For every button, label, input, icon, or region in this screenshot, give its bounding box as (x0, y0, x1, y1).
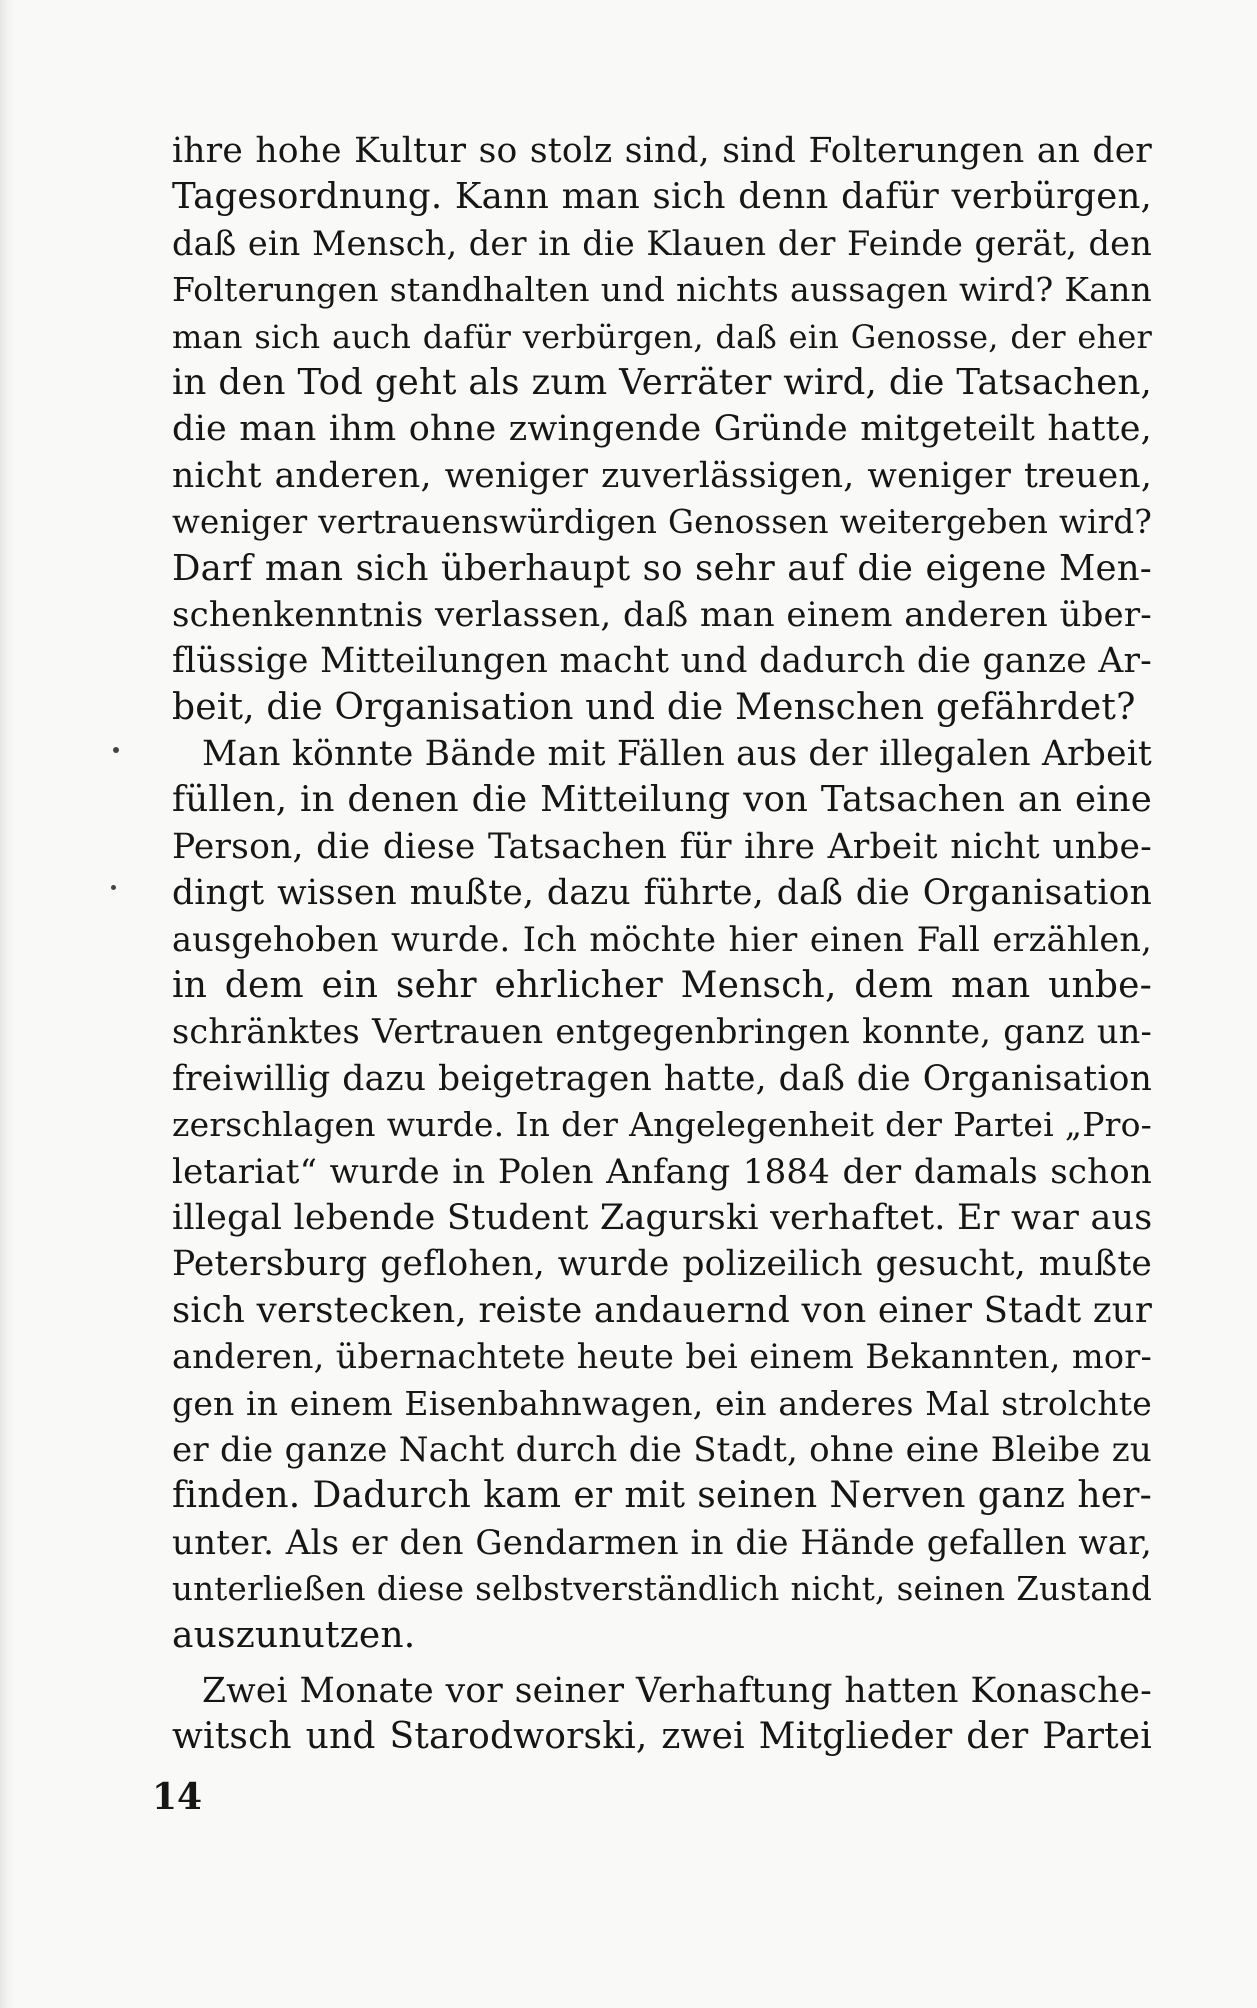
text-line: Tagesordnung. Kann man sich denn dafür verbürgen, (172, 176, 1152, 218)
paragraph-zagurski (172, 731, 1152, 1659)
text-line: Zwei Monate vor seiner Verhaftung hatten Konasche- (202, 1670, 1152, 1711)
text-line: Darf man sich überhaupt so sehr auf die eigene Men- (172, 547, 1152, 589)
paragraph-spacing (172, 1659, 1152, 1668)
text-line: letariat“ wurde in Polen Anfang 1884 der damals schon (172, 1151, 1152, 1192)
text-line: in den Tod geht als zum Verräter wird, die Tatsachen, (172, 361, 1152, 403)
text-line: unter. Als er den Gendarmen in die Hände gefallen war, (172, 1522, 1152, 1563)
text-line: ihre hohe Kultur so stolz sind, sind Folterungen an der (172, 131, 1152, 171)
paragraph-konaschewitsch (172, 1668, 1152, 1761)
text-line: schränktes Vertrauen entgegenbringen konnte, ganz un- (172, 1012, 1152, 1052)
text-line: ausgehoben wurde. Ich möchte hier einen Fall erzählen, (172, 919, 1152, 959)
text-line: beit, die Organisation und die Menschen gefährdet? (172, 686, 1136, 728)
text-line: schenkenntnis verlassen, daß man einem anderen über- (172, 594, 1152, 635)
text-line: daß ein Mensch, der in die Klauen der Feinde gerät, den (172, 223, 1152, 263)
text-line: unterließen diese selbstverständlich nicht, seinen Zustand (172, 1570, 1152, 1609)
text-line: illegal lebende Student Zagurski verhaftet. Er war aus (172, 1197, 1153, 1238)
margin-speck (113, 747, 119, 753)
page-edge-shadow (0, 0, 14, 2008)
text-line: freiwillig dazu beigetragen hatte, daß die Organisation (172, 1058, 1152, 1099)
text-line: Petersburg geflohen, wurde polizeilich gesucht, mußte (172, 1244, 1152, 1285)
text-line: flüssige Mitteilungen macht und dadurch die ganze Ar- (172, 641, 1152, 682)
text-line: nicht anderen, weniger zuverlässigen, weniger treuen, (172, 455, 1152, 496)
text-line: witsch und Starodworski, zwei Mitglieder der Partei (172, 1716, 1152, 1758)
text-line: sich verstecken, reiste andauernd von einer Stadt zur (172, 1289, 1152, 1331)
margin-speck (111, 885, 116, 890)
text-line: auszunutzen. (172, 1614, 416, 1656)
text-line: füllen, in denen die Mitteilung von Tatsachen an eine (172, 779, 1152, 821)
text-line: weniger vertrauenswürdigen Genossen weitergeben wird? (172, 503, 1152, 542)
text-line: man sich auch dafür verbürgen, daß ein Genosse, der eher (172, 317, 1152, 356)
text-line: Person, die diese Tatsachen für ihre Arbeit nicht unbe- (172, 826, 1152, 867)
text-line: die man ihm ohne zwingende Gründe mitgeteilt hatte, (172, 409, 1152, 450)
text-line: finden. Dadurch kam er mit seinen Nerven ganz her- (172, 1475, 1152, 1517)
text-line: dingt wissen mußte, dazu führte, daß die Organisation (172, 873, 1152, 914)
text-line: er die ganze Nacht durch die Stadt, ohne eine Bleibe zu (172, 1429, 1152, 1470)
text-line: Folterungen standhalten und nichts aussagen wird? Kann (172, 270, 1152, 310)
page-number: 14 (152, 1776, 203, 1818)
text-line: zerschlagen wurde. In der Angelegenheit der Partei „Pro- (172, 1105, 1152, 1145)
paragraph-continuation (172, 128, 1152, 731)
body-text (172, 128, 1152, 1761)
text-line: in dem ein sehr ehrlicher Mensch, dem man unbe- (172, 965, 1152, 1007)
text-line: gen in einem Eisenbahnwagen, ein anderes Mal strolchte (172, 1383, 1152, 1423)
text-line: Man könnte Bände mit Fällen aus der illegalen Arbeit (202, 734, 1152, 775)
text-line: anderen, übernachtete heute bei einem Bekannten, mor- (172, 1337, 1152, 1377)
